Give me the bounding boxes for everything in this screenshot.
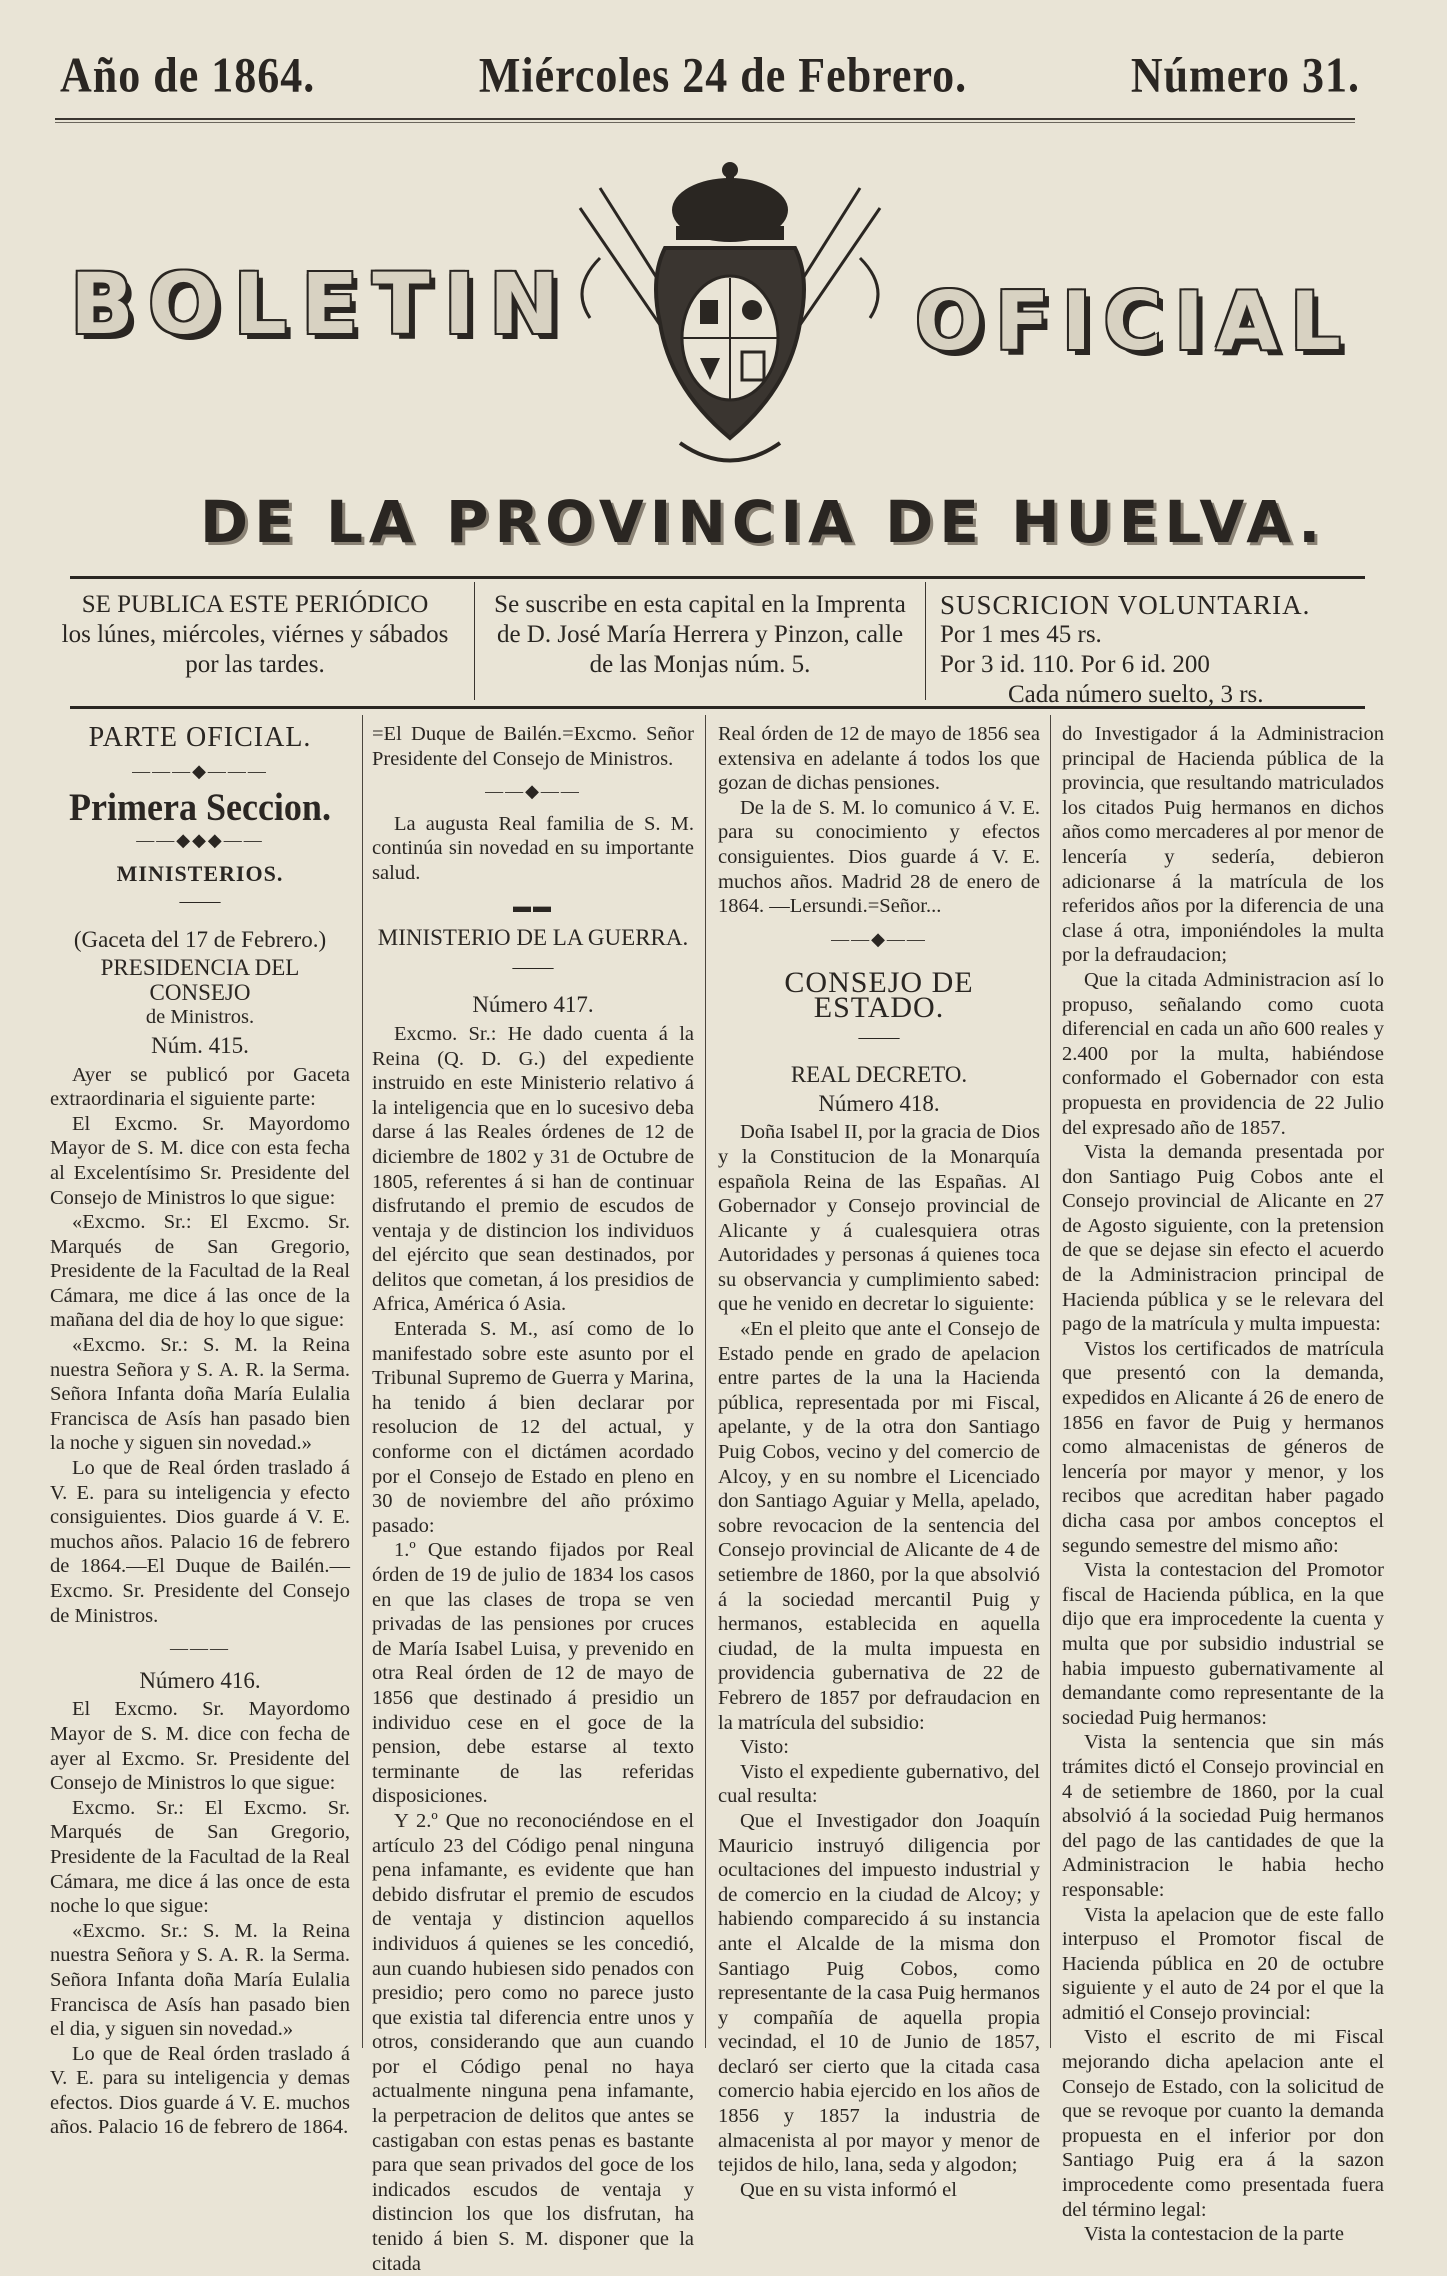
paragraph: Visto: xyxy=(740,1736,789,1759)
paragraph: Visto el expediente gubernativo, del cual resulta: xyxy=(718,1760,1040,1808)
issue-number: Número 31. xyxy=(1130,48,1360,103)
paragraph: Que en su vista informó el xyxy=(740,2178,957,2201)
subscription-place xyxy=(480,590,920,680)
department-heading: de Ministros. xyxy=(145,1006,255,1029)
paragraph: Doña Isabel II, por la gracia de Dios y la Constitucion de la Monarquía española Reina de las Españas. Al Gobernador y Consejo provincial de Alicante y á cualesquiera otras Autoridades y personas á quienes toca su observancia y cumplimiento sabed: que he venido en decretar lo siguiente: xyxy=(718,1121,1040,1316)
masthead-dateline xyxy=(60,47,1360,104)
ornament: ——◆◆◆—— xyxy=(136,829,264,850)
ornament: ——— xyxy=(170,1638,230,1659)
paragraph: El Excmo. Sr. Mayordomo Mayor de S. M. dice con esta fecha al Excelentísimo Sr. Presidente del Consejo de Ministros lo que sigue: xyxy=(50,1112,350,1209)
paragraph: La augusta Real familia de S. M. continúa sin novedad en su importante salud. xyxy=(372,812,694,884)
paragraph: Visto el escrito de mi Fiscal mejorando dicha apelacion ante el Consejo de Estado, con la solicitud de que se revoque por cuanto la demanda propuesta en el inferior por don Santiago Puig era á la sazon improcedente como presentada fuera del término legal: xyxy=(1062,2026,1384,2221)
department-heading: PRESIDENCIA DEL CONSEJO xyxy=(100,955,300,1005)
ornament: —— xyxy=(179,889,221,912)
publication-schedule xyxy=(45,590,465,680)
place-line: de las Monjas núm. 5. xyxy=(589,651,811,678)
column-4 xyxy=(1062,722,1384,2247)
paragraph: El Excmo. Sr. Mayordomo Mayor de S. M. dice con fecha de ayer al Excmo. Sr. Presidente del Consejo de Ministros lo que sigue: xyxy=(50,1698,350,1795)
year-label: Año de 1864. xyxy=(60,48,316,103)
divider xyxy=(70,576,1365,579)
department-heading: CONSEJO DE ESTADO. xyxy=(784,966,974,1024)
paragraph: do Investigador á la Administracion principal de Hacienda pública de la provincia, que resultando matriculados los citados Puig hermanos en dichos años como mercaderes al por menor de lencería y sedería, debieron adicionarse á la matrícula de los referidos años por la diferencia de una clase á otra, imponiéndoles la multa por la defraudacion; xyxy=(1062,723,1384,967)
paragraph: Vista la apelacion que de este fallo interpuso el Promotor fiscal de Hacienda pública en 20 de octubre siguiente y el auto de 24 por el que la admitió el Consejo provincial: xyxy=(1062,1903,1384,2024)
column-2 xyxy=(372,722,694,2276)
paragraph: Y 2.º Que no reconociéndose en el artículo 23 del Código penal ninguna pena infamante, es evidente que han debido disfrutar el premio de escudos de ventaja y distincion aquellos individuos á quienes se les concedió, aun cuando hubiesen sido penados con presidio; pero como no parece justo que existia tal diferencia entre unos y otros, considerando que aun cuando por el Código penal no haya actualmente ninguna pena infamante, la perpetracion de delitos que antes se castigaban con estas penas es bastante para que sean privados del goce de los indicados escudos de ventaja y distincion los que los disfrutan, ha tenido á bien S. M. disponer que la citada xyxy=(372,1809,694,2275)
ornament: ▬▬ xyxy=(513,895,553,916)
paragraph: Vistos los certificados de matrícula que presentó con la demanda, expedidos en Alicante á 26 de enero de 1856 en favor de Puig y hermanos como almacenistas de géneros de lencería por mayor y menor, y los recibos que acreditan haber pagado dicha casa por ambos conceptos el segundo semestre del mismo año: xyxy=(1062,1337,1384,1557)
paragraph: Lo que de Real órden traslado á V. E. para su inteligencia y demas efectos. Dios guarde á V. E. muchos años. Palacio 16 de febrero de 1864. xyxy=(50,2042,350,2139)
column-divider xyxy=(1050,715,1051,2048)
ornament: ———◆——— xyxy=(132,760,268,781)
column-3 xyxy=(718,722,1040,2202)
column-divider xyxy=(705,715,706,2048)
paragraph: Excmo. Sr.: El Excmo. Sr. Marqués de San Gregorio, Presidente de la Facultad de la Real Cámara, me dice á las once de esta noche lo que sigue: xyxy=(50,1796,350,1918)
paragraph: Enterada S. M., así como de lo manifestado sobre este asunto por el Tribunal Supremo de Guerra y Marina, ha tenido á bien declarar por resolucion de 12 del actual, y conforme con el dictámen acordado por el Consejo de Estado en pleno en 30 de noviembre del año próximo pasado: xyxy=(372,1318,694,1537)
section-heading: PARTE OFICIAL. xyxy=(88,722,312,753)
place-line: Se suscribe en esta capital en la Imprenta xyxy=(494,591,906,618)
decree-heading: REAL DECRETO. xyxy=(790,1062,968,1088)
column-1 xyxy=(50,722,350,2140)
price-line: Cada número suelto, 3 rs. xyxy=(1008,681,1264,708)
divider xyxy=(70,706,1365,709)
divider xyxy=(55,118,1355,120)
prices-heading: SUSCRICION VOLUNTARIA. xyxy=(940,590,1311,620)
paragraph: «Excmo. Sr.: S. M. la Reina nuestra Señora y S. A. R. la Serma. Señora Infanta doña María Eulalia Francisca de Asís han pasado bien el dia, y siguen sin novedad.» xyxy=(50,1919,350,2041)
subtitle-provincia: DE LA PROVINCIA DE HUELVA. xyxy=(200,488,1327,556)
paragraph: Ayer se publicó por Gaceta extraordinaria el siguiente parte: xyxy=(50,1063,350,1111)
divider xyxy=(55,122,1355,123)
coat-of-arms-icon xyxy=(560,148,900,488)
paragraph: Que la citada Administracion así lo propuso, señalando como cuota diferencial en cada un año 600 reales y 2.400 por la multa, habiéndose conformado el Gobernador con esta propuesta en providencia de 22 Julio del expresado año de 1857. xyxy=(1062,968,1384,1139)
paragraph: 1.º Que estando fijados por Real órden de 19 de julio de 1834 los casos en que las clases de tropa se ven privadas de las pensiones por cruces de María Isabel Luisa, y prevenido en otra Real órden de 12 de mayo de 1856 que destinado á presidio un individuo cese en el goce de la pension, debe estarse al texto terminante de las referidas disposiciones. xyxy=(372,1539,694,1808)
divider xyxy=(474,582,475,700)
place-line: de D. José María Herrera y Pinzon, calle xyxy=(496,621,904,648)
date-label: Miércoles 24 de Febrero. xyxy=(478,48,968,103)
paragraph: «En el pleito que ante el Consejo de Estado pende en grado de apelacion entre partes de la una la Hacienda pública, representada por mi Fiscal, apelante, y de la otra don Santiago Puig Cobos, vecino y del comercio de Alcoy, y en su nombre el Licenciado don Santiago Aguiar y Mella, apelado, sobre revocacion de la sentencia del Consejo provincial de Alicante de 4 de setiembre de 1860, por la que absolvió á la sociedad mercantil Puig y hermanos, establecida en aquella ciudad, de la multa impuesta en providencia gubernativa de 22 de Febrero de 1857 por defraudacion en la matrícula del subsidio: xyxy=(718,1318,1040,1734)
price-line: Por 3 id. 110. Por 6 id. 200 xyxy=(940,651,1210,678)
paragraph: Vista la contestacion de la parte xyxy=(1084,2223,1345,2246)
item-number: Número 416. xyxy=(139,1667,261,1693)
column-divider xyxy=(362,715,363,2048)
paragraph: Vista la sentencia que sin más trámites dictó el Consejo provincial en 4 de setiembre de 1860, por la cual absolvió á la sociedad Puig hermanos del pago de las cantidades de que la Administracion le habia hecho responsable: xyxy=(1062,1731,1384,1901)
paragraph: De la de S. M. lo comunico á V. E. para su conocimiento y efectos consiguientes. Dios guarde á V. E. muchos años. Madrid 28 de enero de 1864. —Lersundi.=Señor... xyxy=(718,796,1040,918)
subsection-heading: MINISTERIOS. xyxy=(116,861,284,887)
item-number: Núm. 415. xyxy=(151,1032,249,1058)
schedule-line: por las tardes. xyxy=(185,651,325,678)
ornament: —— xyxy=(858,1025,900,1048)
paragraph: Real órden de 12 de mayo de 1856 sea extensiva en adelante á todos los que gozan de dichas pensiones. xyxy=(718,723,1040,795)
paragraph: Vista la demanda presentada por don Santiago Puig Cobos ante el Consejo provincial de Alicante en 27 de Agosto siguiente, con la pretension de que se dejase sin efecto el acuerdo de la Administracion principal de Hacienda pública y se le relevara del pago de la matrícula y multa impuesta: xyxy=(1062,1141,1384,1336)
item-number: Número 418. xyxy=(818,1090,940,1116)
title-boletin: BOLETIN xyxy=(70,255,574,353)
ornament: ——◆—— xyxy=(485,781,581,802)
ornament: ——◆—— xyxy=(831,928,927,949)
schedule-line: SE PUBLICA ESTE PERIÓDICO xyxy=(81,591,429,618)
subscription-prices xyxy=(940,590,1311,710)
price-line: Por 1 mes 45 rs. xyxy=(940,621,1102,648)
paragraph: Que el Investigador don Joaquín Mauricio instruyó diligencia por ocultaciones del impuesto industrial y de comercio en la ciudad de Alcoy; y habiendo comparecido á su instancia ante el Alcalde de la misma don Santiago Puig Cobos, como representante de la casa Puig hermanos y compañía de aquella propia vecindad, el 10 de Junio de 1857, declaró ser cierto que la citada casa comercio habia ejercido en los años de 1856 y 1857 la industria de almacenista al por mayor y menor de tejidos de hilo, lana, seda y algodon; xyxy=(718,1809,1040,2177)
section-title: Primera Seccion. xyxy=(69,785,331,830)
item-number: Número 417. xyxy=(472,992,594,1018)
ornament: —— xyxy=(512,955,554,978)
paragraph: Vista la contestacion del Promotor fiscal de Hacienda pública, en la que dijo que era improcedente la cuenta y multa que por subsidio industrial se habia impuesto gubernativamente al demandante como representante de la sociedad Puig hermanos: xyxy=(1062,1559,1384,1729)
title-oficial: OFICIAL xyxy=(915,275,1353,368)
paragraph: Excmo. Sr.: He dado cuenta á la Reina (Q. D. G.) del expediente instruido en este Ministerio relativo á la inteligencia que en lo sucesivo deba darse á las Reales órdenes de 12 de diciembre de 1802 y 31 de Octubre de 1805, referentes á si han de continuar disfrutando el premio de escudos de ventaja y de distincion los individuos del ejército que sean destinados, por delitos que cometan, á los presidios de Africa, América ó Asia. xyxy=(372,1022,694,1316)
paragraph: «Excmo. Sr.: S. M. la Reina nuestra Señora y S. A. R. la Serma. Señora Infanta doña María Eulalia Francisca de Asís han pasado bien la noche y siguen sin novedad.» xyxy=(50,1334,350,1455)
paragraph: «Excmo. Sr.: El Excmo. Sr. Marqués de San Gregorio, Presidente de la Facultad de la Real Cámara, me dice á las once de la mañana del dia de hoy lo que sigue: xyxy=(50,1211,350,1332)
schedule-line: los lúnes, miércoles, viérnes y sábados xyxy=(61,621,449,648)
department-heading: MINISTERIO DE LA GUERRA. xyxy=(377,925,689,951)
paragraph: Lo que de Real órden traslado á V. E. para su inteligencia y efecto consiguientes. Dios guarde á V. E. muchos años. Palacio 16 de febrero de 1864.—El Duque de Bailén.—Excmo. Sr. Presidente del Consejo de Ministros. xyxy=(50,1457,350,1627)
paragraph: =El Duque de Bailén.=Excmo. Señor Presidente del Consejo de Ministros. xyxy=(372,723,694,770)
source-note: (Gaceta del 17 de Febrero.) xyxy=(73,926,327,952)
divider xyxy=(925,582,926,700)
